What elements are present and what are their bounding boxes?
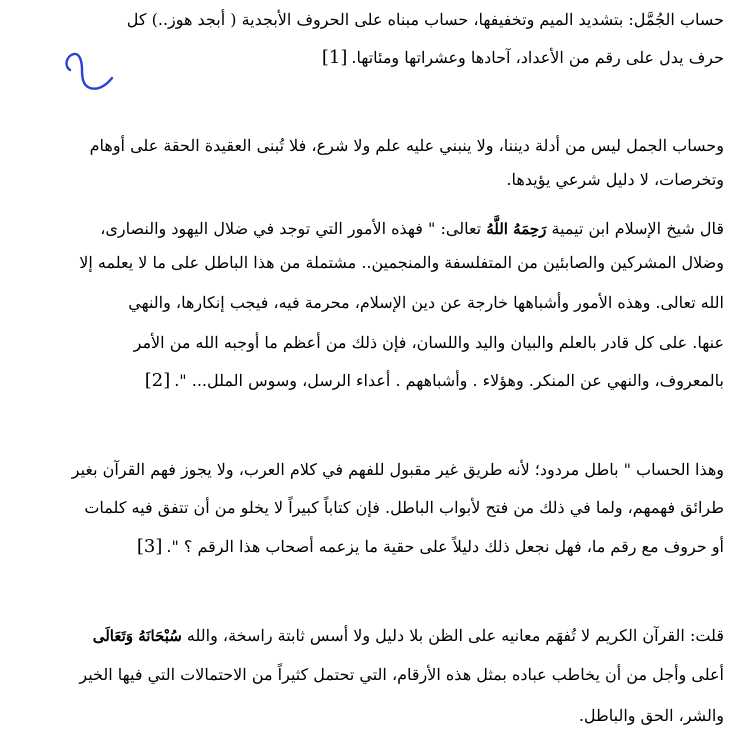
paragraph-5-line-3: والشر، الحق والباطل. [578,706,724,725]
footnote-ref-2[interactable]: [2] [144,370,171,391]
paragraph-3-line-2: وضلال المشركين والصابئين من المتفلسفة والمنجمين.. مشتملة من هذا الباطل على ما لا يعلمه إلا [79,253,724,272]
paragraph-3-line-1-start: قال شيخ الإسلام ابن تيمية [551,219,724,238]
honorific-rahimahullah: رَحِمَهُ اللَّهُ [486,220,547,238]
footnote-ref-1[interactable]: [1] [321,47,348,68]
paragraph-3-line-1 [4,219,724,239]
footnote-ref-3[interactable]: [3] [136,536,163,557]
paragraph-3-line-4: عنها. على كل قادر بالعلم والبيان واليد واللسان، فإن ذلك من أعظم ما أوجبه الله من الأمر [133,333,724,352]
paragraph-2-line-1: وحساب الجمل ليس من أدلة ديننا، ولا ينبني عليه علم ولا شرع، فلا تُبنى العقيدة الحقة على أوهام [89,136,724,155]
paragraph-5-line-2: أعلى وأجل من أن يخاطب عباده بمثل هذه الأرقام، التي تحتمل كثيراً من الاحتمالات التي فيها الخير [79,665,724,684]
paragraph-5-line-1 [4,626,724,646]
paragraph-4-line-3-text: أو حروف مع رقم ما، فهل نجعل ذلك دليلاً على حقية ما يزعمه أصحاب هذا الرقم ؟ ". [166,537,724,556]
paragraph-3-line-3: الله تعالى. وهذه الأمور وأشباهها خارجة عن دين الإسلام، محرمة فيه، فيجب إنكارها، والنهي [128,293,724,312]
paragraph-4-line-1: وهذا الحساب " باطل مردود؛ لأنه طريق غير مقبول للفهم في كلام العرب، ولا يجوز فهم القرآن بغير [71,460,724,479]
paragraph-4-line-3 [4,537,724,557]
paragraph-4-line-2: طرائق فهمهم، ولما في ذلك من فتح لأبواب الباطل. فإن كتاباً كبيراً لا يخلو من أن تتفق فيه كلمات [84,498,724,517]
paragraph-1-line-1: حساب الجُمَّل: بتشديد الميم وتخفيفها، حساب مبناه على الحروف الأبجدية ( أبجد هوز..) كل [126,10,724,29]
honorific-subhanahu: سُبْحَانَهُ وَتَعَالَى [92,627,182,645]
handwritten-squiggle-mark-icon [60,48,120,98]
paragraph-1-line-2-text: حرف يدل على رقم من الأعداد، آحادها وعشراتها ومئاتها. [351,48,724,67]
paragraph-3-line-5 [4,371,724,391]
paragraph-3-line-1-end: تعالى: " فهذه الأمور التي توجد في ضلال اليهود والنصارى، [100,219,482,238]
paragraph-3-line-5-text: بالمعروف، والنهي عن المنكر. وهؤلاء . وأشباههم . أعداء الرسل، وسوس الملل... ". [174,371,724,390]
paragraph-2-line-2: وتخرصات، لا دليل شرعي يؤيدها. [506,170,724,189]
paragraph-5-line-1-text: قلت: القرآن الكريم لا تُفهَم معانيه على الظن بلا دليل ولا أسس ثابتة راسخة، والله [186,626,724,645]
